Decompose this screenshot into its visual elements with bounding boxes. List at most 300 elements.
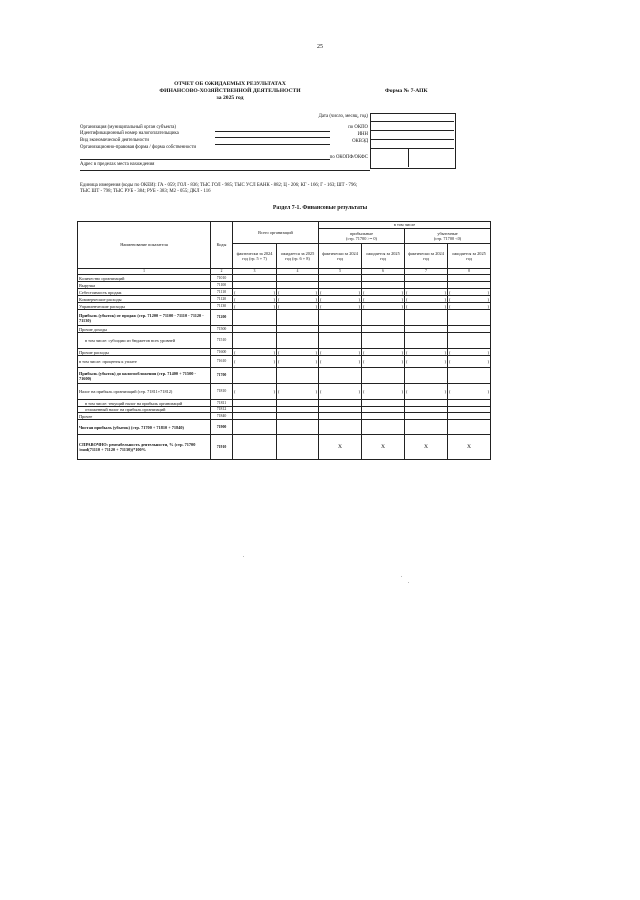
close-bracket: ): [401, 303, 403, 309]
value-cell[interactable]: [448, 333, 491, 349]
value-cell[interactable]: [319, 420, 362, 435]
scan-speck: [243, 556, 244, 557]
close-bracket: ): [273, 389, 275, 395]
negative-value-brackets: [234, 350, 275, 355]
table-row: [78, 333, 491, 349]
close-bracket: ): [273, 349, 275, 355]
row-code: 71700: [211, 368, 233, 384]
value-cell[interactable]: [319, 413, 362, 420]
activity-label: Вид экономической деятельности: [80, 138, 149, 143]
value-cell[interactable]: [277, 275, 319, 282]
value-cell[interactable]: [319, 349, 365, 356]
report-title-line-2: ФИНАНСОВО-ХОЗЯЙСТВЕННОЙ ДЕЯТЕЛЬНОСТИ: [159, 88, 301, 94]
row-indicator-name: Чистая прибыль (убыток) (стр. 71700 + 71810 + 71840): [78, 420, 211, 435]
negative-value-brackets: [363, 304, 403, 309]
open-bracket: (: [363, 389, 365, 395]
negative-value-brackets: [363, 297, 403, 302]
table-row: [78, 384, 491, 400]
open-bracket: (: [234, 389, 236, 395]
value-cell[interactable]: [448, 356, 491, 368]
negative-value-brackets: [320, 359, 360, 364]
row-code: 71600: [211, 349, 233, 356]
col-number: 2: [211, 269, 233, 275]
value-cell[interactable]: [319, 333, 362, 349]
open-bracket: (: [278, 303, 280, 309]
row-code: 71610: [211, 356, 233, 368]
open-bracket: (: [320, 349, 322, 355]
org-label: Организация (муниципальный орган субъекта): [80, 125, 176, 130]
close-bracket: ): [444, 296, 446, 302]
value-cell[interactable]: [362, 420, 405, 435]
table-row: [78, 296, 491, 303]
negative-value-brackets: [406, 350, 446, 355]
value-cell[interactable]: [233, 333, 277, 349]
col-number: 8: [448, 269, 491, 275]
open-bracket: (: [406, 389, 408, 395]
value-cell[interactable]: [233, 420, 277, 435]
value-cell[interactable]: [405, 326, 448, 333]
value-cell[interactable]: [448, 413, 491, 420]
org-field[interactable]: [215, 131, 330, 132]
value-cell[interactable]: [405, 303, 451, 310]
value-cell[interactable]: [362, 310, 405, 326]
header-profitable-label: прибыльные: [349, 230, 374, 236]
page-number: 25: [317, 44, 323, 50]
units-line-2: ТЫС ШТ - 798; ТЫС РУБ - 384; РУБ - 383; М2 - 055; ДКЛ - 116: [80, 189, 211, 195]
value-cell[interactable]: [405, 349, 451, 356]
header-actual-unprofitable: фактически за 2024 год: [405, 244, 448, 269]
value-cell[interactable]: [362, 303, 408, 310]
close-bracket: ): [315, 389, 317, 395]
value-cell[interactable]: [233, 413, 277, 420]
row-indicator-name: в том числе: проценты к уплате: [78, 356, 211, 368]
value-cell[interactable]: [319, 356, 365, 368]
close-bracket: ): [487, 349, 490, 355]
value-cell[interactable]: [233, 296, 280, 303]
row-indicator-name: Прибыль (убыток) до налогообложения (стр. 71400 + 71500 - 71600): [78, 368, 211, 384]
negative-value-brackets: [406, 359, 446, 364]
header-unprofitable-label: убыточные: [437, 230, 458, 236]
close-bracket: ): [487, 303, 490, 309]
value-cell[interactable]: [405, 356, 451, 368]
row-indicator-name: СПРАВОЧНО: рентабельность деятельности, % (стр. 71700 /mod(71110 + 71120 + 71130))*100%: [78, 435, 211, 460]
close-bracket: ): [273, 296, 275, 302]
close-bracket: ): [358, 389, 360, 395]
value-cell[interactable]: [233, 289, 280, 296]
value-cell[interactable]: [405, 384, 451, 400]
value-cell[interactable]: [448, 420, 491, 435]
value-cell[interactable]: [405, 413, 448, 420]
close-bracket: ): [401, 389, 403, 395]
close-bracket: ): [273, 359, 275, 365]
value-cell[interactable]: [448, 400, 491, 407]
table-row: [78, 275, 491, 282]
value-cell[interactable]: [405, 296, 451, 303]
value-cell[interactable]: [319, 368, 362, 384]
row-indicator-name: Прибыль (убыток) от продаж (стр. 71200 = 71100 - 71110 - 71120 - 71130): [78, 310, 211, 326]
negative-value-brackets: [234, 304, 275, 309]
value-cell[interactable]: [319, 400, 362, 407]
value-cell[interactable]: [405, 275, 448, 282]
value-cell[interactable]: [319, 310, 362, 326]
date-label: Дата (число, месяц, год): [318, 114, 368, 119]
value-cell[interactable]: [448, 384, 491, 400]
close-bracket: ): [487, 389, 490, 395]
value-cell[interactable]: [448, 349, 491, 356]
header-indicator: Наименование показателя: [78, 222, 211, 269]
row-indicator-name: Себестоимость продаж: [78, 289, 211, 296]
table-row: [78, 400, 491, 407]
value-cell[interactable]: [362, 435, 405, 460]
close-bracket: ): [487, 289, 490, 295]
open-bracket: (: [363, 359, 365, 365]
value-cell[interactable]: [277, 356, 322, 368]
value-cell[interactable]: [319, 303, 365, 310]
negative-value-brackets: [449, 290, 489, 295]
value-cell[interactable]: [319, 275, 362, 282]
negative-value-brackets: [449, 359, 489, 364]
negative-value-brackets: [278, 359, 317, 364]
address-field[interactable]: [80, 170, 370, 171]
value-cell[interactable]: [405, 289, 451, 296]
open-bracket: (: [234, 289, 236, 295]
negative-value-brackets: [449, 304, 489, 309]
value-cell[interactable]: [448, 275, 491, 282]
legal-form-label: Организационно-правовая форма / форма собственности: [80, 145, 197, 150]
open-bracket: (: [406, 303, 408, 309]
close-bracket: ): [401, 349, 403, 355]
row-code: 71812: [211, 407, 233, 413]
row-indicator-name: в том числе: текущий налог на прибыль организаций: [78, 400, 211, 407]
open-bracket: (: [363, 349, 365, 355]
close-bracket: ): [358, 289, 360, 295]
close-bracket: ): [444, 349, 446, 355]
value-cell[interactable]: [362, 384, 408, 400]
open-bracket: (: [278, 389, 280, 395]
value-cell[interactable]: [233, 275, 277, 282]
table-row: [78, 310, 491, 326]
table-row: [78, 413, 491, 420]
value-cell[interactable]: [362, 333, 405, 349]
header-expected-profitable: ожидается за 2025 год: [362, 244, 405, 269]
col-number: 3: [233, 269, 277, 275]
value-cell[interactable]: [448, 435, 491, 460]
row-indicator-name: Прочее: [78, 413, 211, 420]
scan-speck: [401, 576, 402, 577]
close-bracket: ): [401, 289, 403, 295]
negative-value-brackets: [449, 350, 489, 355]
row-code: 71200: [211, 310, 233, 326]
header-codes: Коды: [211, 222, 233, 269]
row-code: 71810: [211, 384, 233, 400]
value-cell[interactable]: [362, 349, 408, 356]
header-actual-profitable: фактически за 2024 год: [319, 244, 362, 269]
row-indicator-name: Управленческие расходы: [78, 303, 211, 310]
header-all-orgs: Всего организаций: [233, 222, 319, 244]
open-bracket: (: [234, 349, 236, 355]
value-cell[interactable]: [319, 326, 362, 333]
close-bracket: ): [358, 296, 360, 302]
header-actual-all: фактически за 2024 год (гр. 5 + 7): [233, 244, 277, 269]
open-bracket: (: [406, 349, 408, 355]
open-bracket: (: [363, 289, 365, 295]
report-title-line-3: за 2025 год: [216, 95, 244, 101]
close-bracket: ): [315, 296, 317, 302]
negative-value-brackets: [320, 389, 360, 394]
negative-value-brackets: [320, 290, 360, 295]
close-bracket: ): [315, 349, 317, 355]
activity-field[interactable]: [215, 144, 330, 145]
negative-value-brackets: [406, 290, 446, 295]
value-cell[interactable]: [448, 326, 491, 333]
header-profitable-cond: (стр. 71700 >= 0): [346, 236, 377, 241]
value-cell[interactable]: [362, 356, 408, 368]
row-indicator-name: Выручка: [78, 282, 211, 289]
row-indicator-name: Количество организаций: [78, 275, 211, 282]
value-cell[interactable]: [362, 296, 408, 303]
value-cell[interactable]: [277, 413, 319, 420]
report-title-line-1: ОТЧЕТ ОБ ОЖИДАЕМЫХ РЕЗУЛЬТАТАХ: [174, 81, 286, 87]
negative-value-brackets: [406, 297, 446, 302]
value-cell[interactable]: [362, 400, 405, 407]
row-indicator-name: Коммерческие расходы: [78, 296, 211, 303]
value-cell[interactable]: [448, 368, 491, 384]
okved-label: ОКВЭД: [352, 139, 368, 144]
value-cell[interactable]: [277, 333, 319, 349]
close-bracket: ): [401, 296, 403, 302]
inn-code-label: ИНН: [357, 132, 368, 137]
open-bracket: (: [320, 296, 322, 302]
units-line-1: Единица измерения (коды по ОКЕИ): ГА - 059; ГОЛ - 836; ТЫС ГОЛ - 985; ТЫС УСЛ БАНК - 882; Ц - 206; КГ - 166; Г - 163; ШТ - 796;: [80, 183, 358, 188]
table-row: [78, 435, 491, 460]
row-code: 71510: [211, 333, 233, 349]
value-cell[interactable]: [277, 435, 319, 460]
legal-form-field[interactable]: [80, 159, 330, 160]
close-bracket: ): [273, 289, 275, 295]
open-bracket: (: [449, 303, 451, 309]
not-applicable-mark: X: [380, 443, 386, 450]
value-cell[interactable]: [405, 368, 448, 384]
value-cell[interactable]: [277, 296, 322, 303]
table-row: [78, 356, 491, 368]
value-cell[interactable]: [277, 303, 322, 310]
col-number: 7: [405, 269, 448, 275]
table-row: [78, 282, 491, 289]
close-bracket: ): [444, 303, 446, 309]
row-indicator-name: отложенный налог на прибыль организаций: [78, 407, 211, 413]
row-indicator-name: Налог на прибыль организаций (стр. 71811+71812): [78, 384, 211, 400]
row-indicator-name: Прочие доходы: [78, 326, 211, 333]
value-cell[interactable]: [362, 368, 405, 384]
value-cell[interactable]: [233, 282, 277, 289]
negative-value-brackets: [278, 290, 317, 295]
value-cell[interactable]: [362, 282, 405, 289]
col-number: 4: [277, 269, 319, 275]
open-bracket: (: [449, 296, 451, 302]
negative-value-brackets: [363, 350, 403, 355]
okpo-label: по ОКПО: [348, 125, 368, 130]
open-bracket: (: [234, 296, 236, 302]
value-cell[interactable]: [277, 310, 319, 326]
open-bracket: (: [320, 389, 322, 395]
value-cell[interactable]: [319, 296, 365, 303]
close-bracket: ): [315, 303, 317, 309]
open-bracket: (: [449, 349, 451, 355]
row-indicator-name: в том числе: субсидии из бюджетов всех уровней: [78, 333, 211, 349]
value-cell[interactable]: [362, 413, 405, 420]
row-code: 71100: [211, 282, 233, 289]
open-bracket: (: [363, 296, 365, 302]
not-applicable-mark: X: [466, 443, 472, 450]
negative-value-brackets: [320, 297, 360, 302]
close-bracket: ): [273, 303, 275, 309]
negative-value-brackets: [406, 304, 446, 309]
row-code: 71910: [211, 435, 233, 460]
value-cell[interactable]: [448, 310, 491, 326]
close-bracket: ): [315, 289, 317, 295]
negative-value-brackets: [234, 297, 275, 302]
form-number: Форма № 7-АПК: [385, 88, 428, 94]
value-cell[interactable]: [405, 420, 448, 435]
value-cell[interactable]: [319, 289, 365, 296]
value-cell[interactable]: [448, 296, 491, 303]
header-unprofitable-cond: (стр. 71700 <0): [433, 236, 462, 241]
negative-value-brackets: [363, 290, 403, 295]
value-cell[interactable]: [319, 435, 362, 460]
value-cell[interactable]: [277, 289, 322, 296]
table-row: [78, 420, 491, 435]
open-bracket: (: [406, 296, 408, 302]
value-cell[interactable]: [233, 435, 277, 460]
close-bracket: ): [487, 359, 490, 365]
open-bracket: (: [406, 359, 408, 365]
open-bracket: (: [449, 289, 451, 295]
close-bracket: ): [315, 359, 317, 365]
negative-value-brackets: [363, 359, 403, 364]
negative-value-brackets: [234, 359, 275, 364]
negative-value-brackets: [278, 304, 317, 309]
col-number: 6: [362, 269, 405, 275]
table-row: [78, 349, 491, 356]
col-number: 1: [78, 269, 211, 275]
value-cell[interactable]: [233, 310, 277, 326]
table-row: [78, 303, 491, 310]
row-code: 71130: [211, 303, 233, 310]
value-cell[interactable]: [448, 289, 491, 296]
value-cell[interactable]: [405, 435, 448, 460]
open-bracket: (: [278, 349, 280, 355]
open-bracket: (: [449, 359, 451, 365]
negative-value-brackets: [449, 389, 489, 394]
okopf-label: по ОКОПФ/ОКФС: [329, 155, 368, 160]
table-body: [78, 275, 491, 460]
table-row: [78, 289, 491, 296]
value-cell[interactable]: [233, 356, 280, 368]
open-bracket: (: [278, 289, 280, 295]
col-number: 5: [319, 269, 362, 275]
row-code: 71811: [211, 400, 233, 407]
value-cell[interactable]: [362, 289, 408, 296]
open-bracket: (: [278, 359, 280, 365]
close-bracket: ): [358, 359, 360, 365]
close-bracket: ): [487, 296, 490, 302]
header-expected-unprofitable: ожидается за 2025 год: [448, 244, 491, 269]
value-cell[interactable]: [233, 400, 277, 407]
table-row: [78, 326, 491, 333]
financial-results-table: [77, 221, 491, 460]
value-cell[interactable]: [233, 303, 280, 310]
open-bracket: (: [363, 303, 365, 309]
value-cell[interactable]: [405, 282, 448, 289]
value-cell[interactable]: [448, 282, 491, 289]
value-cell[interactable]: [233, 349, 280, 356]
inn-field[interactable]: [215, 137, 330, 138]
value-cell[interactable]: [277, 326, 319, 333]
value-cell[interactable]: [319, 384, 365, 400]
open-bracket: (: [320, 303, 322, 309]
value-cell[interactable]: [233, 368, 277, 384]
value-cell[interactable]: [405, 310, 448, 326]
value-cell[interactable]: [277, 400, 319, 407]
row-code: 71500: [211, 326, 233, 333]
open-bracket: (: [234, 303, 236, 309]
close-bracket: ): [358, 349, 360, 355]
close-bracket: ): [401, 359, 403, 365]
value-cell[interactable]: [362, 326, 405, 333]
value-cell[interactable]: [405, 333, 448, 349]
table-row: [78, 368, 491, 384]
value-cell[interactable]: [277, 282, 319, 289]
negative-value-brackets: [278, 350, 317, 355]
negative-value-brackets: [320, 304, 360, 309]
value-cell[interactable]: [277, 384, 322, 400]
close-bracket: ): [358, 303, 360, 309]
open-bracket: (: [406, 289, 408, 295]
section-title: Раздел 7-1. Финансовые результаты: [272, 205, 368, 211]
header-unprofitable: [405, 229, 491, 244]
units-note: [80, 183, 500, 196]
value-cell[interactable]: [233, 384, 280, 400]
header-profitable: [319, 229, 405, 244]
value-cell[interactable]: [277, 420, 319, 435]
close-bracket: ): [444, 289, 446, 295]
value-cell[interactable]: [405, 400, 448, 407]
value-cell[interactable]: [362, 275, 405, 282]
negative-value-brackets: [234, 290, 275, 295]
value-cell[interactable]: [277, 368, 319, 384]
open-bracket: (: [278, 296, 280, 302]
negative-value-brackets: [234, 389, 275, 394]
value-cell[interactable]: [319, 282, 362, 289]
negative-value-brackets: [406, 389, 446, 394]
value-cell[interactable]: [277, 349, 322, 356]
row-code: 71010: [211, 275, 233, 282]
value-cell[interactable]: [448, 303, 491, 310]
negative-value-brackets: [278, 297, 317, 302]
open-bracket: (: [320, 359, 322, 365]
scan-speck: [408, 582, 409, 583]
open-bracket: (: [234, 359, 236, 365]
not-applicable-mark: X: [423, 443, 429, 450]
open-bracket: (: [320, 289, 322, 295]
row-code: 71110: [211, 289, 233, 296]
value-cell[interactable]: [233, 326, 277, 333]
close-bracket: ): [444, 389, 446, 395]
inn-label: Идентификационный номер налогоплательщика: [80, 131, 179, 136]
row-code: 71840: [211, 413, 233, 420]
negative-value-brackets: [363, 389, 403, 394]
row-indicator-name: Прочие расходы: [78, 349, 211, 356]
